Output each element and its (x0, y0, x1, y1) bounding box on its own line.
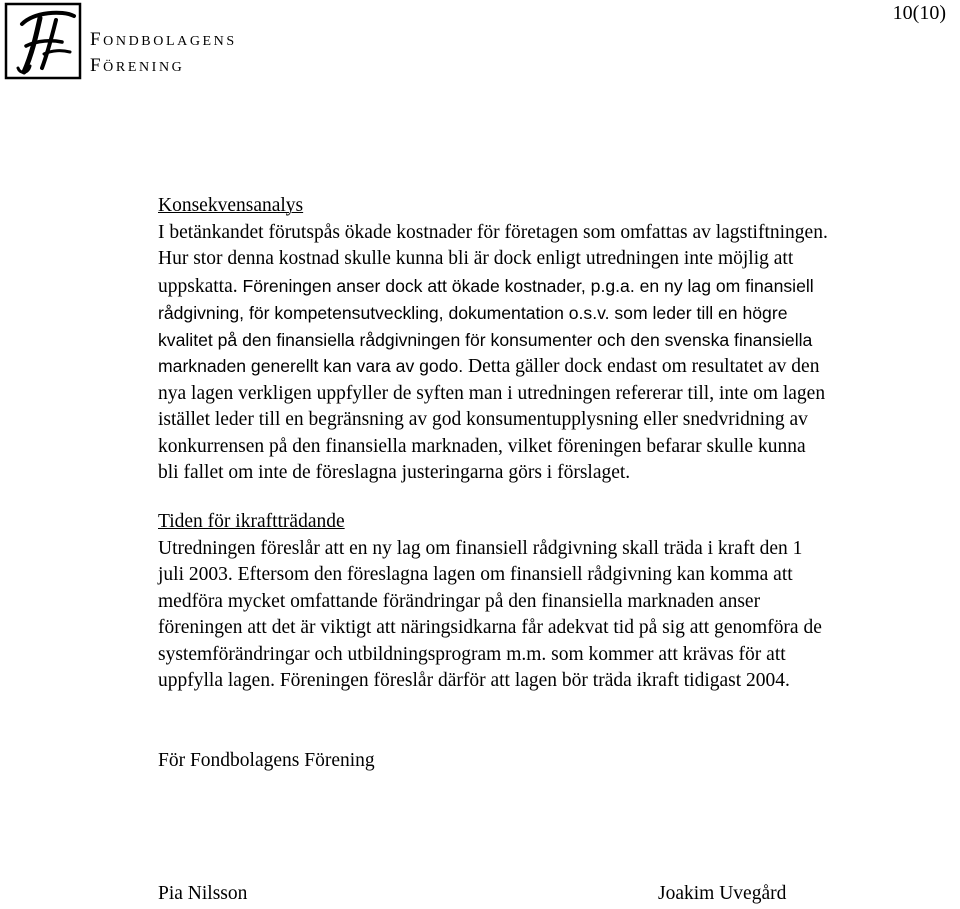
paragraph-line: bli fallet om inte de föreslagna justeringarna görs i förslaget. (158, 462, 631, 483)
organization-line-2 (90, 54, 237, 80)
paragraph-line-serif-part: uppskatta. (158, 275, 238, 297)
paragraph-line: uppfylla lagen. Föreningen föreslår därför att lagen bör träda ikraft tidigast 2004. (158, 670, 790, 691)
fondbolagens-forening-logo (4, 2, 82, 80)
organization-initial: F (90, 55, 104, 76)
organization-rest: ONDBOLAGENS (103, 34, 237, 49)
paragraph-line: medföra mycket omfattande förändringar på den finansiella marknaden anser (158, 590, 761, 612)
paragraph-line-serif-part: Detta gäller dock endast om resultatet av den (463, 356, 820, 377)
paragraph-line: juli 2003. Eftersom den föreslagna lagen om finansiell rådgivning kan komma att (158, 564, 793, 585)
signatory-2: Joakim Uvegård (658, 883, 787, 904)
paragraph-line: istället leder till en begränsning av god konsumentupplysning eller snedvridning av (158, 409, 808, 430)
organization-rest: ÖRENING (103, 60, 185, 75)
paragraph-line: föreningen att det är viktigt att näringsidkarna får adekvat tid på sig att genomföra de (158, 617, 822, 638)
paragraph-line: rådgivning, för kompetensutveckling, dokumentation o.s.v. som leder till en högre (158, 303, 788, 323)
paragraph-line-sans-part: marknaden generellt kan vara av godo. (158, 356, 464, 376)
paragraph-line: kvalitet på den finansiella rådgivningen för konsumenter och den svenska finansiella (158, 329, 813, 350)
paragraph-line-sans-part: Föreningen anser dock att ökade kostnader, p.g.a. en ny lag om finansiell (237, 275, 814, 296)
paragraph-line (158, 273, 828, 301)
section-heading: Tiden för ikraftträdande (158, 511, 345, 532)
section-heading: Konsekvensanalys (158, 195, 304, 216)
paragraph-line: Hur stor denna kostnad skulle kunna bli är dock enligt utredningen inte möjlig att (158, 248, 794, 269)
paragraph-line: nya lagen verkligen uppfyller de syften man i utredningen refererar till, inte om lagen (158, 382, 826, 404)
section-konsekvensanalys (158, 193, 828, 487)
paragraph-line (158, 353, 828, 381)
closing-on-behalf: För Fondbolagens Förening (158, 750, 375, 771)
organization-line-1 (90, 28, 237, 54)
organization-initial: F (90, 29, 104, 50)
page-number: 10(10) (892, 2, 946, 24)
paragraph-line: I betänkandet förutspås ökade kostnader för företagen som omfattas av lagstiftningen. (158, 221, 828, 243)
signatory-1: Pia Nilsson (158, 883, 248, 904)
section-tiden-for-ikrafttradande (158, 509, 822, 695)
organization-name (90, 28, 237, 80)
paragraph-line: konkurrensen på den finansiella marknaden, vilket föreningen befarar skulle kunna (158, 435, 806, 457)
paragraph-line: Utredningen föreslår att en ny lag om finansiell rådgivning skall träda i kraft den 1 (158, 537, 803, 559)
paragraph-line: systemförändringar och utbildningsprogram m.m. som kommer att krävas för att (158, 643, 786, 665)
